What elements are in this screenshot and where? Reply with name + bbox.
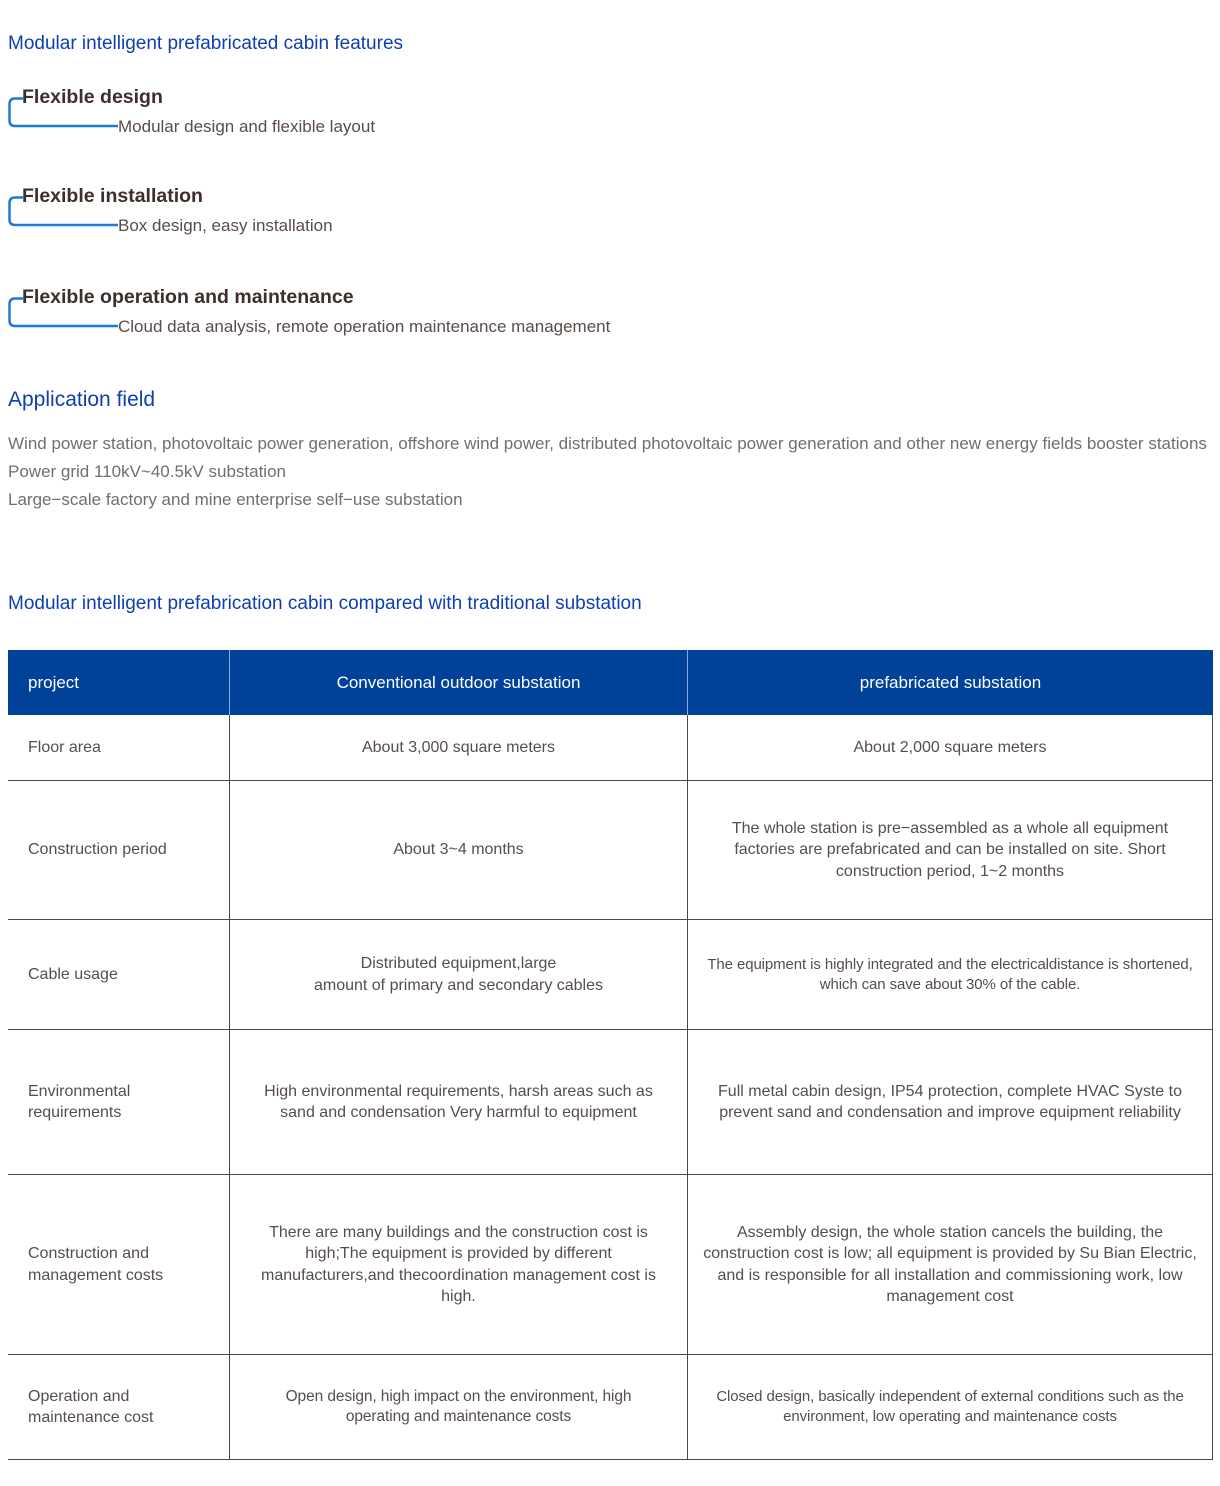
features-section-title: Modular intelligent prefabricated cabin features [8,33,404,54]
feature-flexible-design [0,86,900,150]
feature-flexible-installation [0,185,900,249]
table-cell: Closed design, basically independent of external conditions such as the environment, low operating and maintenance costs [688,1355,1213,1460]
table-cell: Full metal cabin design, IP54 protection, complete HVAC Syste to prevent sand and condensation and improve equipment reliability [688,1030,1213,1175]
bracket-icon [8,196,120,227]
table-row-construction-management-costs [8,1175,1213,1355]
table-cell: Distributed equipment,large amount of primary and secondary cables [230,920,688,1030]
table-cell: About 3,000 square meters [230,715,688,781]
bracket-icon [8,97,120,128]
table-header-cell-prefabricated: prefabricated substation [859,672,1042,692]
table-header-cell-project: project [8,650,230,715]
table-row-floor-area [8,715,1213,781]
bracket-icon [8,297,120,328]
comparison-section-title: Modular intelligent prefabrication cabin compared with traditional substation [8,593,642,614]
feature-flexible-operation-maintenance [0,286,900,350]
table-cell: Floor area [8,715,230,781]
feature-heading: Flexible installation [22,185,203,207]
comparison-table [8,650,1213,1460]
table-cell: Environmental requirements [8,1030,230,1175]
table-row-environmental-requirements [8,1030,1213,1175]
application-paragraph: Wind power station, photovoltaic power generation, offshore wind power, distributed photovoltaic power generation and other new energy fields booster stations [8,434,1207,453]
table-cell: Open design, high impact on the environment, high operating and maintenance costs [230,1355,688,1460]
table-row-operation-maintenance-cost [8,1355,1213,1460]
table-row-cable-usage [8,920,1213,1030]
application-paragraph: Power grid 110kV~40.5kV substation [8,462,286,481]
table-header-cell-conventional: Conventional outdoor substation [230,650,688,715]
table-row-construction-period [8,781,1213,920]
table-cell: Operation and maintenance cost [8,1355,230,1460]
table-cell: About 3~4 months [230,781,688,920]
feature-description: Modular design and flexible layout [118,117,376,136]
application-section-title: Application field [8,388,156,411]
feature-heading: Flexible design [22,86,163,108]
table-cell: The whole station is pre−assembled as a whole all equipment factories are prefabricated and can be installed on site. Short construction period, 1~2 months [688,781,1213,920]
application-paragraphs [8,430,1220,514]
application-paragraph: Large−scale factory and mine enterprise self−use substation [8,490,463,509]
table-cell: High environmental requirements, harsh areas such as sand and condensation Very harmful to equipment [230,1030,688,1175]
feature-description: Cloud data analysis, remote operation maintenance management [118,317,611,336]
table-cell: The equipment is highly integrated and the electricaldistance is shortened, which can save about 30% of the cable. [688,920,1213,1030]
feature-heading: Flexible operation and maintenance [22,286,354,308]
feature-description: Box design, easy installation [118,216,333,235]
table-cell: There are many buildings and the construction cost is high;The equipment is provided by different manufacturers,and thecoordination management cost is high. [230,1175,688,1355]
table-cell: Construction period [8,781,230,920]
table-cell: Cable usage [8,920,230,1030]
table-cell: Assembly design, the whole station cancels the building, the construction cost is low; all equipment is provided by Su Bian Electric, and is responsible for all installation and commissioning work, low management cost [688,1175,1213,1355]
table-cell: About 2,000 square meters [688,715,1213,781]
table-header-row [8,650,1213,715]
table-cell: Construction and management costs [8,1175,230,1355]
